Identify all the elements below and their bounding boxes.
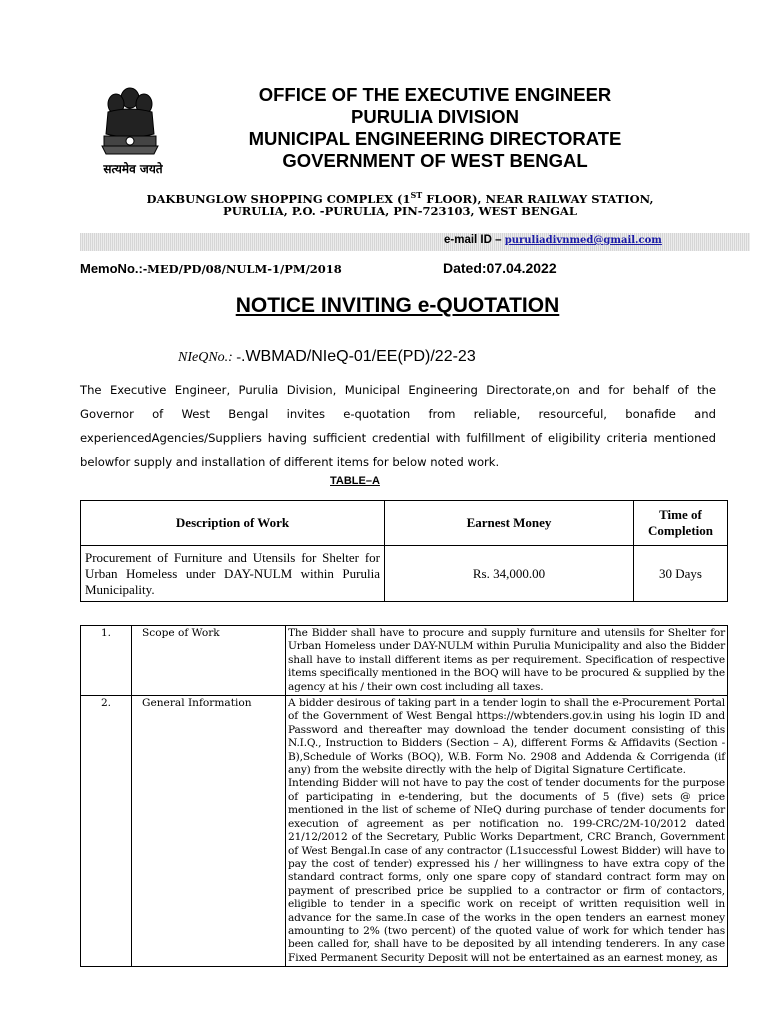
term-text: The Bidder shall have to procure and supply furniture and utensils for Shelter for Urban Homeless under DAY-NULM within Purulia Municipality and also the Bidder shall have to install different items as per requirement. Specification of respective items specifically mentioned in the BOQ will have to be procured & supplied by the agency at his / their own cost including all taxes. [286,626,728,696]
email-line: e-mail ID – puruliadivnmed@gmail.com [444,234,662,246]
header-time-of-completion: Time of Completion [634,501,728,546]
table-a-caption: TABLE–A [330,475,380,487]
memo-date: Dated:07.04.2022 [443,260,557,276]
notice-title: NOTICE INVITING e-QUOTATION [235,294,560,317]
cell-description: Procurement of Furniture and Utensils for Shelter for Urban Homeless under DAY-NULM within Purulia Municipality. [81,546,385,602]
table-row [81,546,728,602]
address-line-1: DAKBUNGLOW SHOPPING COMPLEX (1ST FLOOR), NEAR RAILWAY STATION, [146,190,654,206]
terms-table [80,625,728,967]
term-text [286,696,728,967]
term-number: 2. [81,696,132,967]
table-row [81,696,728,967]
office-title: OFFICE OF THE EXECUTIVE ENGINEER [258,84,612,105]
address-line-2: PURULIA, P.O. -PURULIA, PIN-723103, WEST BENGAL [223,204,577,218]
emblem-motto: सत्यमेव जयते [103,162,163,176]
intro-paragraph: The Executive Engineer, Purulia Division, Municipal Engineering Directorate,on and for behalf of the Governor of West Bengal invites e-quotation from reliable, resourceful, bonafide and experiencedAgencies/Suppliers having sufficient credential with fulfillment of eligibility criteria mentioned belowfor supply and installation of different items for below noted work. [80,383,716,469]
term-label: General Information [132,696,286,967]
email-link[interactable]: puruliadivnmed@gmail.com [504,235,662,246]
table-row [81,626,728,696]
term-number: 1. [81,626,132,696]
table-a [80,500,728,602]
header-description: Description of Work [81,501,385,546]
header-earnest-money: Earnest Money [385,501,634,546]
directorate-title: MUNICIPAL ENGINEERING DIRECTORATE [248,128,622,149]
memo-number: MemoNo.:-MED/PD/08/NULM-1/PM/2018 [80,261,342,276]
cell-time: 30 Days [634,546,728,602]
division-title: PURULIA DIVISION [351,106,519,127]
term-text-part-1: A bidder desirous of taking part in a tender login to shall the e-Procurement Portal of the Government of West Bengal https://wbtenders.gov.in using his login ID and Password and thereafter may download the tender document consisting of this N.I.Q., Instruction to Bidders (Section – A), different Forms & Affidavits (Section - B),Schedule of Works (BOQ), W.B. Form No. 2908 and Addenda & Corrigenda (if any) from the website directly with the help of Digital Signature Certificate. [288,697,725,777]
nieq-number: NIeQNo.: -.WBMAD/NIeQ-01/EE(PD)/22-23 [178,348,476,365]
cell-earnest-money: Rs. 34,000.00 [385,546,634,602]
government-title: GOVERNMENT OF WEST BENGAL [282,150,588,171]
table-header-row [81,501,728,546]
term-text-part-2: Intending Bidder will not have to pay the cost of tender documents for the purpose of participating in e-tendering, but the documents of 5 (five) sets @ price mentioned in the list of scheme of NIeQ during purchase of tender documents for execution of agreement as per notification no. 199-CRC/2M-10/2012 dated 21/12/2012 of the Secretary, Public Works Department, CRC Branch, Government of West Bengal.In case of any contractor (L1successful Lowest Bidder) will have to pay the cost of tender) expressed his / her willingness to have extra copy of the standard contract forms, only one spare copy of standard contract form may on payment of prescribed price be supplied to a contractor or firm of contactors, eligible to tender in a specific work on receipt of written requisition well in advance for the same.In case of the works in the open tenders an earnest money amounting to 2% (two percent) of the quoted value of work for which tender has been called for, shall have to be deposited by all intending tenderers. In any case Fixed Permanent Security Deposit will not be entertained as an earnest money, as [288,777,725,964]
term-label: Scope of Work [132,626,286,696]
